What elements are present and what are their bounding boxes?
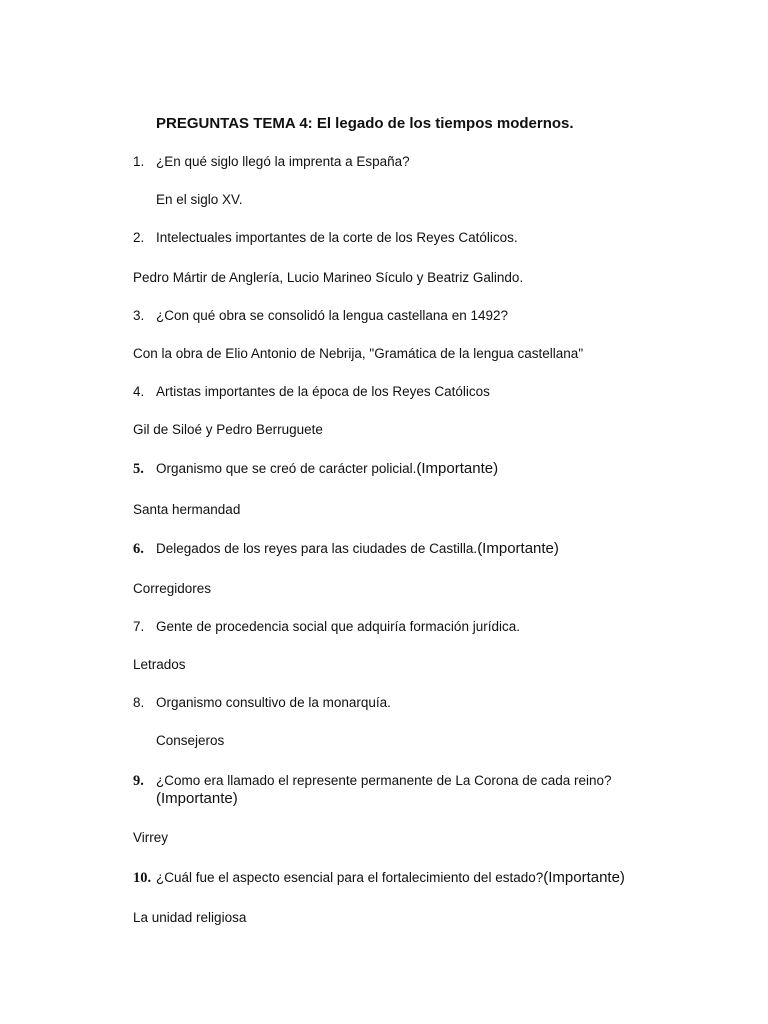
answer-8: Consejeros	[156, 733, 225, 748]
question-number: 1.	[133, 154, 145, 169]
question-text: ¿Como era llamado el represente permanente de La Corona de cada reino?	[156, 773, 612, 788]
question-number: 10.	[133, 870, 152, 886]
question-text: Organismo que se creó de carácter policial.	[156, 461, 417, 476]
answer-5: Santa hermandad	[133, 502, 241, 517]
answer-1: En el siglo XV.	[156, 192, 243, 207]
important-note: (Importante)	[156, 790, 238, 807]
question-8	[133, 694, 673, 712]
question-text: ¿Con qué obra se consolidó la lengua castellana en 1492?	[156, 308, 509, 323]
question-number: 7.	[133, 619, 145, 634]
question-text: Gente de procedencia social que adquiría formación jurídica.	[156, 619, 520, 634]
answer-9: Virrey	[133, 830, 169, 845]
question-7	[133, 618, 673, 636]
question-2	[133, 229, 673, 247]
document-title: PREGUNTAS TEMA 4: El legado de los tiempos modernos.	[156, 115, 574, 132]
question-text: Organismo consultivo de la monarquía.	[156, 695, 391, 710]
question-number: 6.	[133, 541, 144, 557]
question-3	[133, 307, 673, 325]
answer-4: Gil de Siloé y Pedro Berruguete	[133, 422, 323, 437]
answer-10: La unidad religiosa	[133, 910, 247, 925]
question-6	[133, 540, 673, 558]
question-number: 8.	[133, 695, 145, 710]
question-text: ¿Cuál fue el aspecto esencial para el fortalecimiento del estado?	[156, 870, 544, 885]
important-note: (Importante)	[416, 460, 499, 477]
question-9	[133, 772, 643, 808]
question-4	[133, 383, 673, 401]
answer-3: Con la obra de Elio Antonio de Nebrija, "Gramática de la lengua castellana"	[133, 346, 584, 361]
question-number: 2.	[133, 230, 145, 245]
important-note: (Importante)	[477, 540, 559, 557]
question-number: 9.	[133, 773, 144, 789]
answer-2: Pedro Mártir de Anglería, Lucio Marineo Sículo y Beatriz Galindo.	[133, 270, 524, 285]
question-text: Intelectuales importantes de la corte de los Reyes Católicos.	[156, 230, 518, 245]
question-10	[133, 869, 693, 887]
answer-7: Letrados	[133, 657, 186, 672]
question-5	[133, 460, 673, 478]
important-note: (Importante)	[543, 869, 625, 886]
question-text: Artistas importantes de la época de los Reyes Católicos	[156, 384, 490, 399]
question-number: 3.	[133, 308, 145, 323]
question-text: Delegados de los reyes para las ciudades de Castilla.	[156, 541, 478, 556]
question-number: 5.	[133, 461, 144, 477]
question-number: 4.	[133, 384, 145, 399]
answer-6: Corregidores	[133, 581, 212, 596]
question-1	[133, 153, 673, 171]
question-text: ¿En qué siglo llegó la imprenta a España?	[156, 154, 410, 169]
